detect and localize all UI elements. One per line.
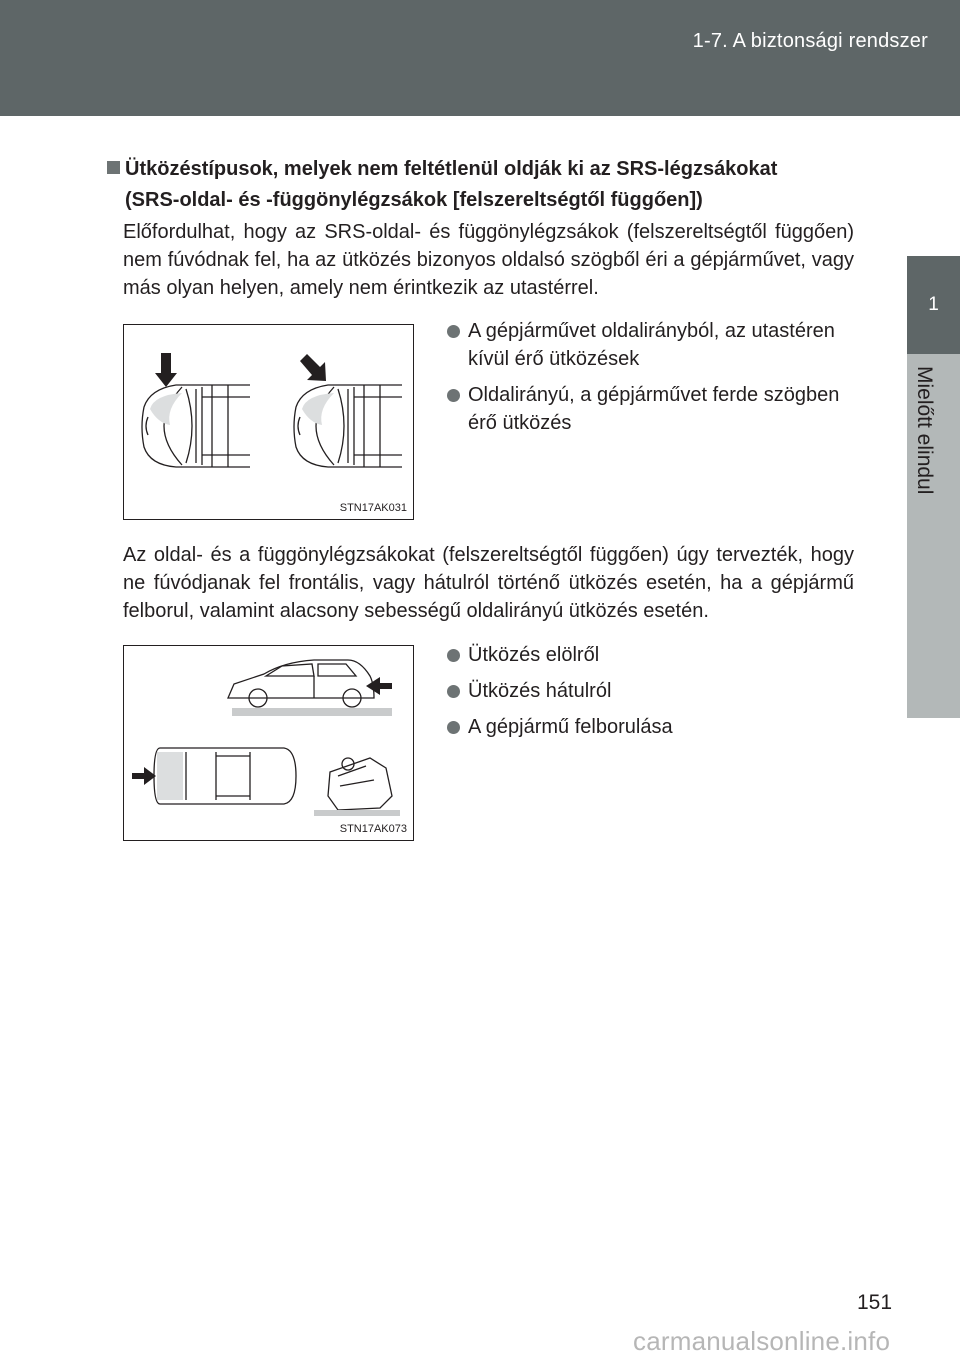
bullet-text: A gépjárművet oldalirányból, az utastéren kívül érő ütközések [468,320,835,370]
rollover-car [328,758,392,810]
road-surface-rollover [314,810,400,816]
watermark-link[interactable]: carmanualsonline.info [633,1326,891,1356]
list-item [446,381,846,437]
heading-line-1: Ütközéstípusok, melyek nem feltétlenül oldják ki az SRS-légzsákokat [125,158,778,180]
chapter-number: 1 [928,294,939,315]
side-impact-arrow-icon [155,353,177,387]
figure-side-impact [123,324,414,520]
list-item [446,713,846,741]
right-car-impact-zone [302,393,334,425]
crash-types-illustration [124,646,415,842]
list-item [446,317,846,373]
chapter-side-label: Mielőtt elindul [913,366,936,495]
rear-impact-arrow-icon [132,767,156,785]
frontal-impact-arrow-icon [366,677,392,695]
bullet-dot-icon [447,685,460,698]
top-view-car-left [142,385,250,467]
bullet-dot-icon [447,389,460,402]
figure-crash-types [123,645,414,841]
side-impact-illustration [124,325,415,521]
heading-line-2: (SRS-oldal- és -függönylégzsákok [felszereltségtől függően]) [125,189,703,211]
figure-code: STN17AK073 [339,823,407,835]
square-bullet-icon [107,161,120,174]
bullet-text: Oldalirányú, a gépjárművet ferde szögben érő ütközés [468,384,840,434]
bullet-dot-icon [447,325,460,338]
bullet-list-side-impact [446,317,846,445]
bullet-text: Ütközés hátulról [468,680,612,702]
chapter-title: 1-7. A biztonsági rendszer [692,30,928,52]
rear-impact-zone [157,752,183,800]
bullet-text: Ütközés elölről [468,644,600,666]
header-band [0,0,960,116]
section-heading [107,154,867,216]
paragraph-side-airbag-intro: Előfordulhat, hogy az SRS-oldal- és függönylégzsákok (felszereltségtől függően) nem fúvódnak fel, ha az ütközés bizonyos oldalsó szögből éri a gépjárművet, vagy más olyan helyen, amely nem érintkezik az utastérrel. [123,221,854,299]
list-item [446,641,846,669]
paragraph-not-deploy-conditions: Az oldal- és a függönylégzsákokat (felszereltségtől függően) úgy tervezték, hogy ne fúvódjanak fel frontális, vagy hátulról történő ütközés esetén, ha a gépjármű felborul, valamint alacsony sebességű oldalirányú ütközés esetén. [123,544,854,622]
bullet-text: A gépjármű felborulása [468,716,673,738]
left-car-impact-zone [150,393,182,425]
bullet-dot-icon [447,721,460,734]
angled-impact-arrow-icon [300,354,326,381]
bullet-list-crash-types [446,641,846,749]
top-view-car-right [294,385,402,467]
figure-code: STN17AK031 [339,502,407,514]
list-item [446,677,846,705]
bullet-dot-icon [447,649,460,662]
road-surface-front [232,708,392,716]
side-view-car-frontal [228,660,374,707]
page-number: 151 [857,1291,893,1314]
chapter-tab [907,256,960,354]
